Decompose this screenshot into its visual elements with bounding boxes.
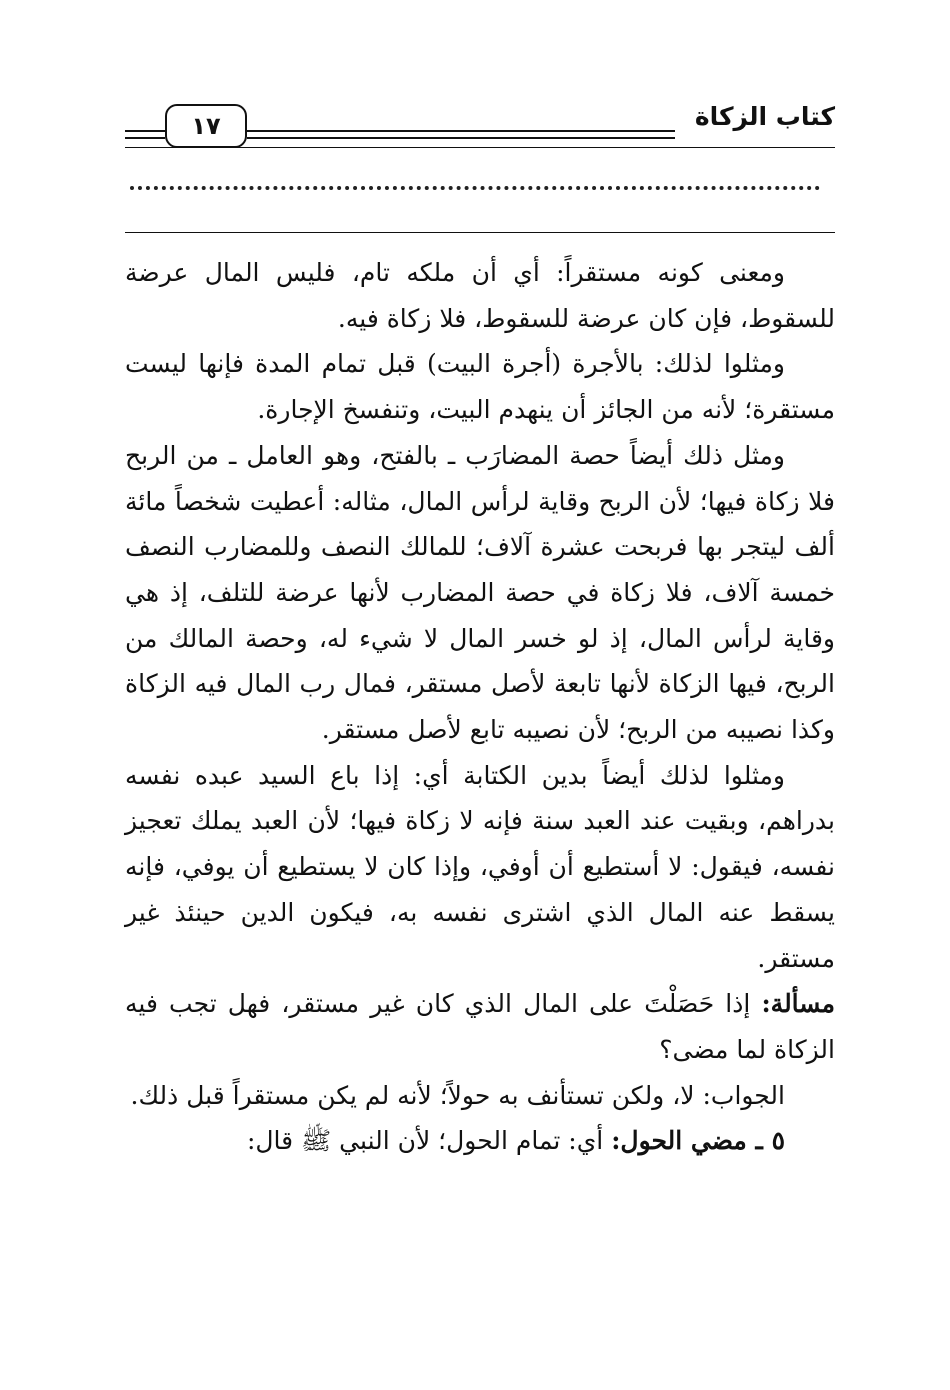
footnote-separator-line bbox=[125, 232, 835, 233]
item-5-text: أي: تمام الحول؛ لأن النبي ﷺ قال: bbox=[246, 1126, 612, 1156]
header-rule-left bbox=[125, 130, 165, 139]
item-5-label: ٥ ـ مضي الحول: bbox=[611, 1126, 785, 1156]
book-title: كتاب الزكاة bbox=[694, 102, 835, 131]
body-text bbox=[125, 250, 835, 1164]
question-text: إذا حَصَلْتَ على المال الذي كان غير مستقر، فهل تجب فيه الزكاة لما مضى؟ bbox=[125, 989, 835, 1064]
question-label: مسألة: bbox=[761, 989, 835, 1019]
page-header bbox=[125, 100, 835, 156]
page-number: ١٧ bbox=[191, 112, 221, 140]
answer-paragraph: الجواب: لا، ولكن تستأنف به حولاً؛ لأنه لم يكن مستقراً قبل ذلك. bbox=[130, 1080, 785, 1110]
paragraph-rent-example: ومثلوا لذلك: بالأجرة (أجرة البيت) قبل تمام المدة فإنها ليست مستقرة؛ لأنه من الجائز أن ينهدم البيت، وتنفسخ الإجارة. bbox=[125, 349, 835, 425]
header-rule-right bbox=[247, 130, 675, 139]
item-5-paragraph bbox=[125, 1118, 835, 1164]
question-paragraph bbox=[125, 981, 835, 1072]
page-number-box bbox=[165, 104, 247, 148]
dotted-separator bbox=[130, 186, 820, 190]
paragraph-mudarib-share: ومثل ذلك أيضاً حصة المضارَب ـ بالفتح، وهو العامل ـ من الربح فلا زكاة فيها؛ لأن الربح وقاية لرأس المال، مثاله: أعطيت شخصاً مائة ألف ليتجر بها فربحت عشرة آلاف؛ للمالك النصف وللمضارب النصف خمسة آلاف، فلا زكاة في حصة المضارب لأنها عرضة للتلف، إذ هي وقاية لرأس المال، إذ لو خسر المال لا شيء له، وحصة المالك من الربح، فيها الزكاة لأنها تابعة لأصل مستقر، فمال رب المال فيه الزكاة وكذا نصيبه من الربح؛ لأن نصيبه تابع لأصل مستقر. bbox=[125, 440, 835, 745]
paragraph-stable-ownership: ومعنى كونه مستقراً: أي أن ملكه تام، فليس المال عرضة للسقوط، فإن كان عرضة للسقوط، فلا زكاة فيه. bbox=[125, 258, 835, 333]
paragraph-kitaba-debt: ومثلوا لذلك أيضاً بدين الكتابة أي: إذا باع السيد عبده نفسه بدراهم، وبقيت عند العبد سنة فإنه لا زكاة فيها؛ لأن العبد يملك تعجيز نفسه، فيقول: لا أستطيع أن أوفي، وإذا كان لا يستطيع أن يوفي، فإنه يسقط عنه المال الذي اشترى نفسه به، فيكون الدين حينئذ غير مستقر. bbox=[125, 760, 835, 973]
